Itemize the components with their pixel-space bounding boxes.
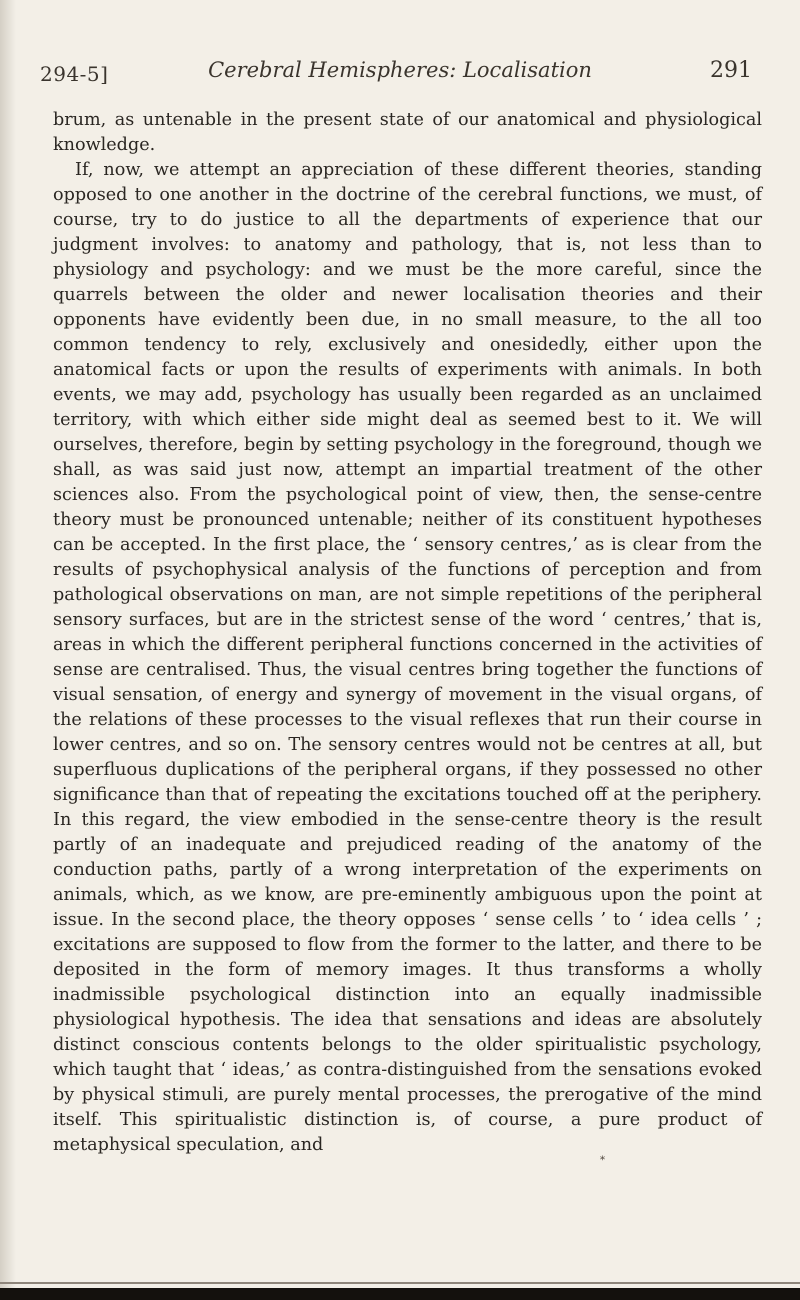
page-edge-shadow: [0, 0, 16, 1300]
running-head: [40, 54, 760, 94]
running-title: Cerebral Hemispheres: Localisation: [208, 58, 592, 82]
bottom-divider: [0, 1282, 800, 1284]
paragraph: If, now, we attempt an appreciation of these different theories, standing opposed to one another in the doctrine of the cerebral functions, we must, of course, try to do justice to all the departments of experience that our judgment involves: to anatomy and pathology, that is, not less than to physiology and psychology: and we must be the more careful, since the quarrels between the older and newer localisation theories and their opponents have evidently been due, in no small measure, to the all too common tendency to rely, exclusively and onesidedly, either upon the anatomical facts or upon the results of experiments with animals. In both events, we may add, psychology has usually been regarded as an unclaimed territory, with which either side might deal as seemed best to it. We will ourselves, therefore, begin by setting psychology in the foreground, though we shall, as was said just now, attempt an impartial treatment of the other sciences also. From the psychological point of view, then, the sense-centre theory must be pronounced untenable; neither of its constituent hypotheses can be accepted. In the first place, the ‘ sensory centres,’ as is clear from the results of psychophysical analysis of the functions of perception and from pathological observations on man, are not simple repetitions of the peripheral sensory surfaces, but are in the strictest sense of the word ‘ centres,’ that is, areas in which the different peripheral functions concerned in the activities of sense are centralised. Thus, the visual centres bring together the functions of visual sensation, of energy and synergy of movement in the visual organs, of the relations of these processes to the visual reflexes that run their course in lower centres, and so on. The sensory centres would not be centres at all, but superfluous duplications of the peripheral organs, if they possessed no other significance than that of repeating the excitations touched off at the periphery. In this regard, the view embodied in the sense-centre theory is the result partly of an inadequate and prejudiced reading of the anatomy of the conduction paths, partly of a wrong interpretation of the experiments on animals, which, as we know, are pre-eminently ambiguous upon the point at issue. In the second place, the theory opposes ‘ sense cells ’ to ‘ idea cells ’ ; excitations are supposed to flow from the former to the latter, and there to be deposited in the form of memory images. It thus transforms a wholly inadmissible psychological distinction into an equally inadmissible physiological hypothesis. The idea that sensations and ideas are absolutely distinct conscious contents belongs to the older spiritualistic psychology, which taught that ‘ ideas,’ as contra-distinguished from the sensations evoked by physical stimuli, are purely mental processes, the prerogative of the mind itself. This spiritualistic distinction is, of course, a pure product of metaphysical speculation, and: [53, 160, 762, 1155]
page-number: 291: [710, 58, 752, 83]
paragraph-continuation: brum, as untenable in the present state of our anatomical and physiological knowledge.: [53, 110, 762, 155]
printer-mark: *: [600, 1155, 605, 1166]
section-number: 294-5]: [40, 62, 109, 86]
body-text: [53, 108, 762, 1158]
bottom-border: [0, 1288, 800, 1300]
